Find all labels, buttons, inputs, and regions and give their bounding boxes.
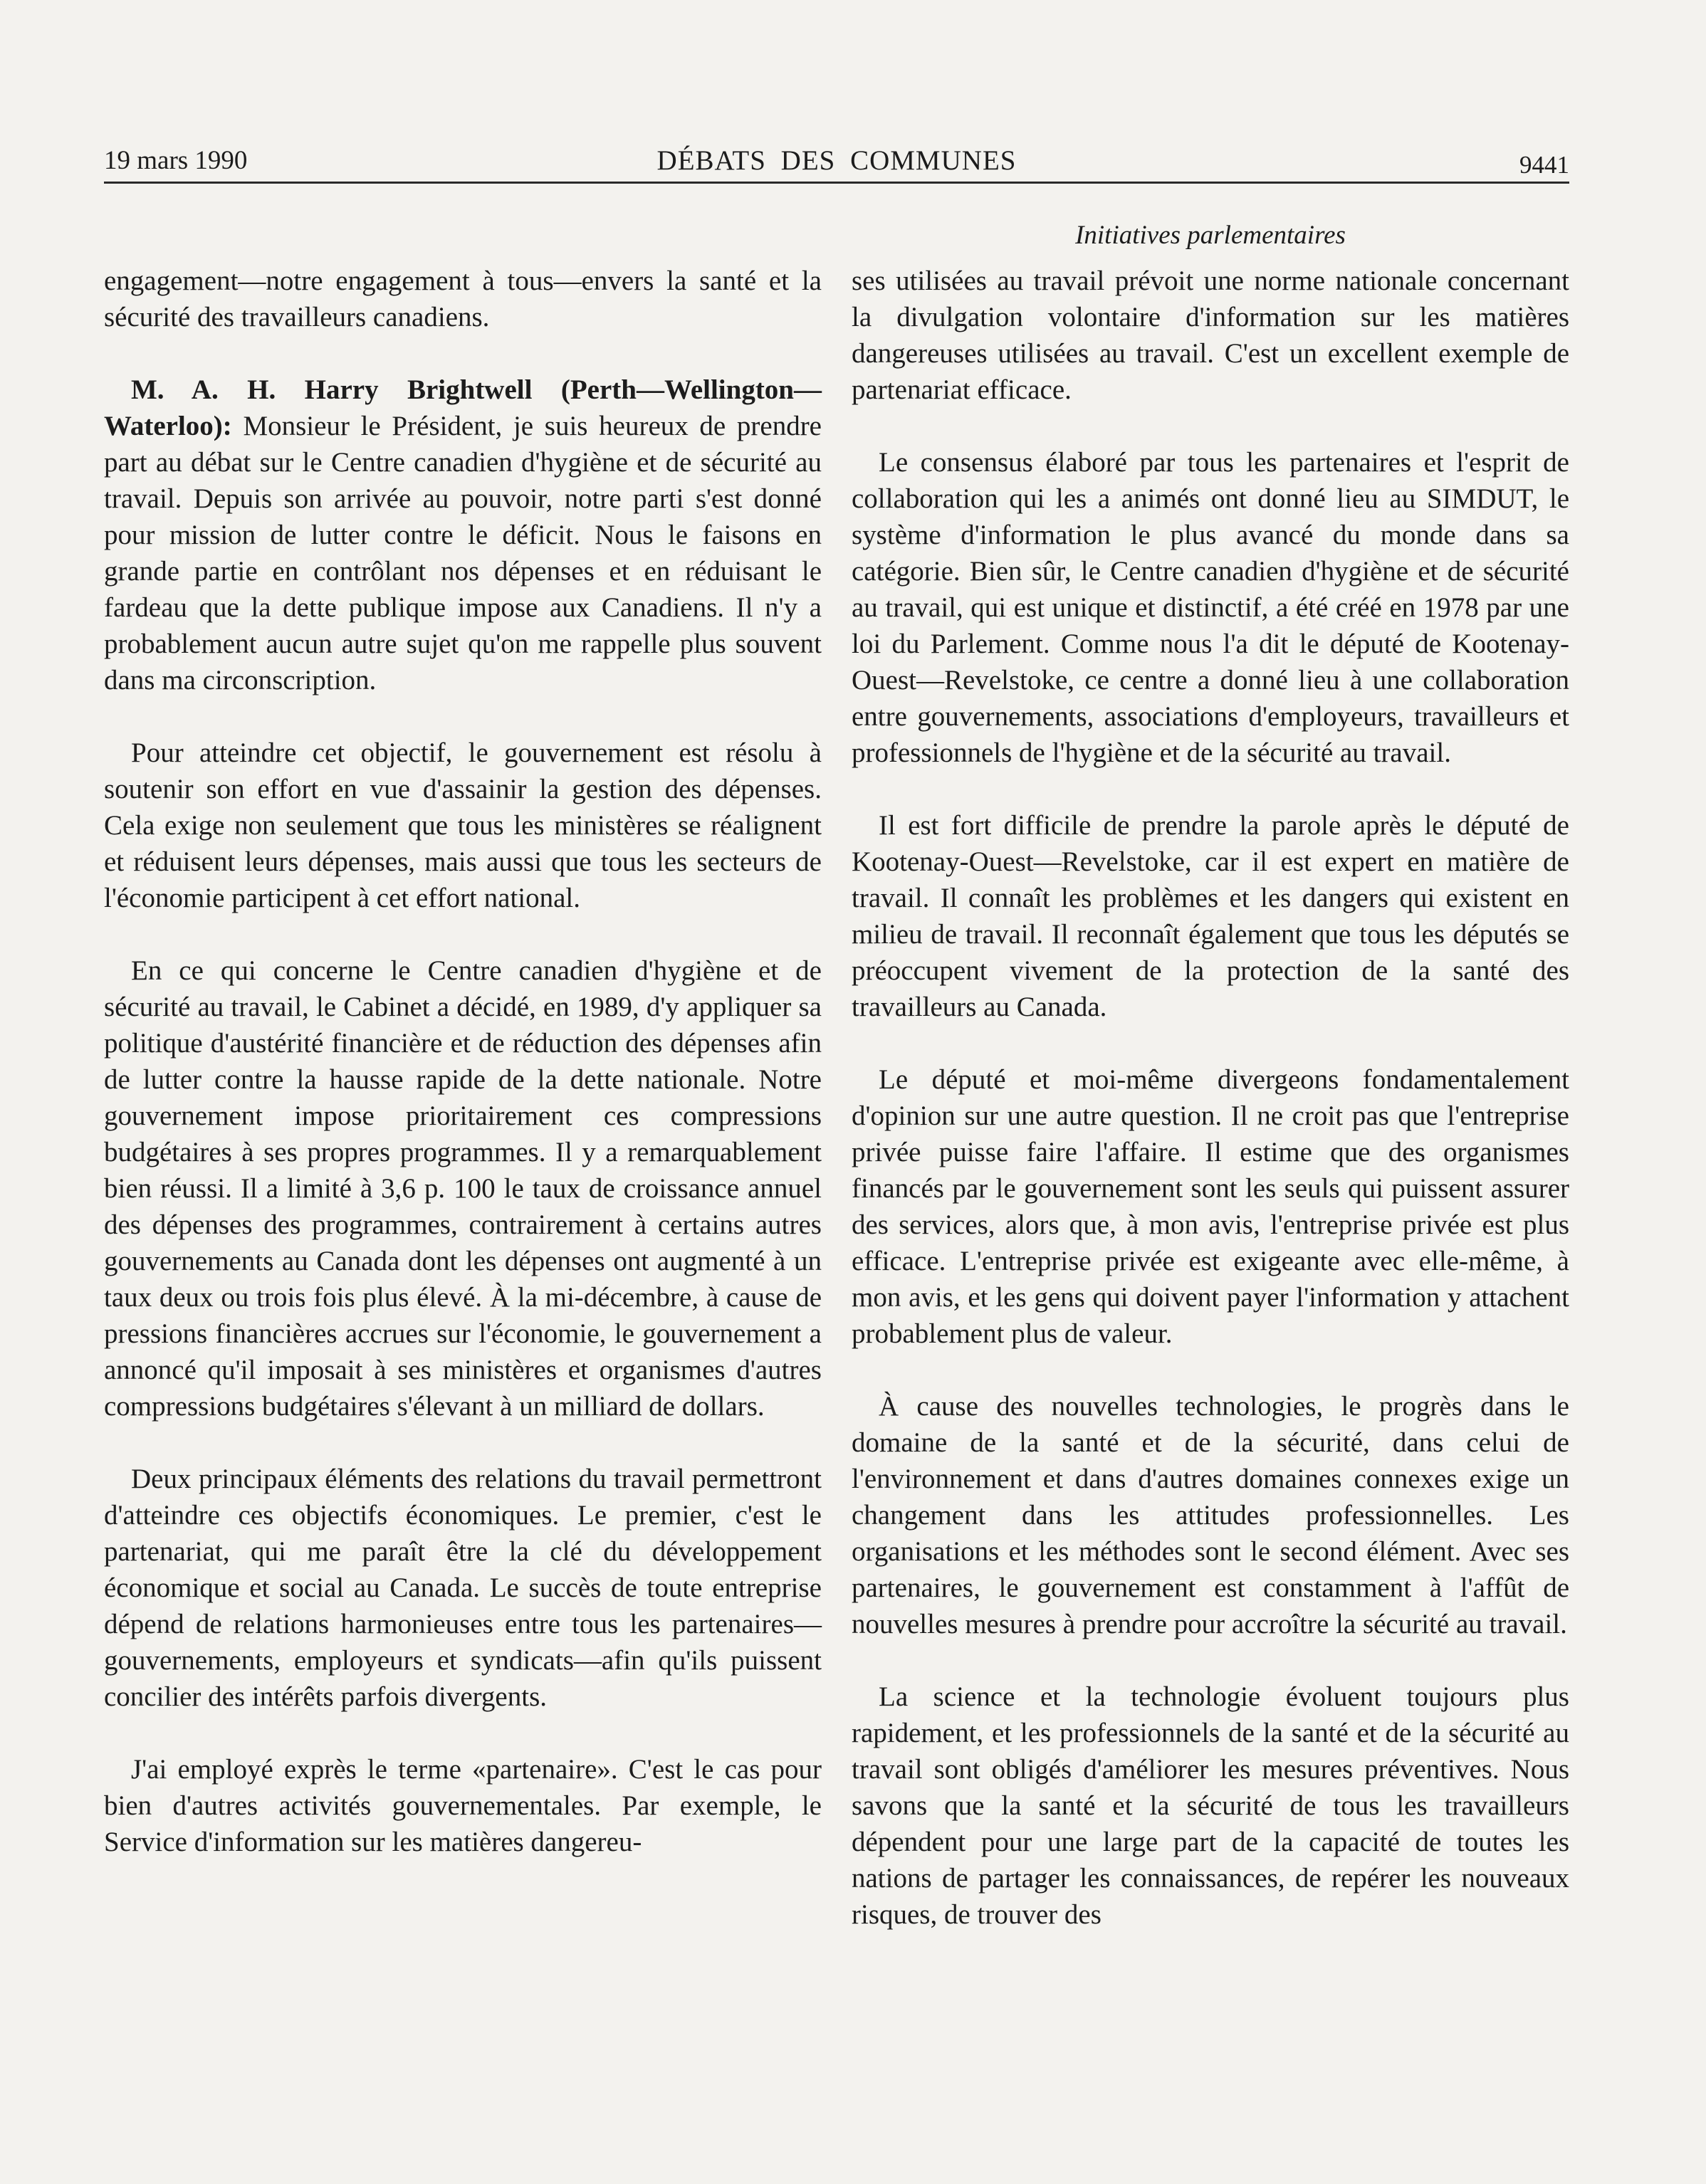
header-date: 19 mars 1990 [104,146,248,175]
section-label: Initiatives parlementaires [1075,221,1346,250]
paragraph: Le député et moi-même divergeons fondamentalement d'opinion sur une autre question. Il ne croit pas que l'entreprise privée puisse faire l'affaire. Il estime que des organismes financés par le gouvernement sont les seuls qui puissent assurer des services, alors que, à mon avis, l'entreprise privée est plus efficace. L'entreprise privée est exigeante avec elle-même, à mon avis, et les gens qui doivent payer l'information y attachent probablement plus de valeur. [852,1064,1569,1349]
paragraph: En ce qui concerne le Centre canadien d'hygiène et de sécurité au travail, le Cabinet a décidé, en 1989, d'y appliquer sa politique d'austérité financière et de réduction des dépenses afin de lutter contre la hausse rapide de la dette nationale. Notre gouvernement impose prioritairement ces compressions budgétaires à ses propres programmes. Il y a remarquablement bien réussi. Il a limité à 3,6 p. 100 le taux de croissance annuel des dépenses des programmes, contrairement à certains autres gouvernements au Canada dont les dépenses ont augmenté à un taux deux ou trois fois plus élevé. À la mi-décembre, à cause de pressions financières accrues sur l'économie, le gouvernement a annoncé qu'il imposait à ses ministères et organismes d'autres compressions budgétaires s'élevant à un milliard de dollars. [104,955,822,1422]
page-header [104,140,1569,182]
speaker-paragraph [104,372,822,698]
right-column [852,263,1569,1933]
paragraph: Il est fort difficile de prendre la parole après le député de Kootenay-Ouest—Revelstoke, car il est expert en matière de travail. Il connaît les problèmes et les dangers qui existent en milieu de travail. Il reconnaît également que tous les députés se préoccupent vivement de la protection de la santé des travailleurs au Canada. [852,810,1569,1022]
speech-text: Monsieur le Président, je suis heureux de prendre part au débat sur le Centre canadien d'hygiène et de sécurité au travail. Depuis son arrivée au pouvoir, notre parti s'est donné pour mission de lutter contre le déficit. Nous le faisons en grande partie en contrôlant nos dépenses et en réduisant le fardeau que la dette publique impose aux Canadiens. Il n'y a probablement aucun autre sujet qu'on me rappelle plus souvent dans ma circonscription. [104,411,822,695]
paragraph: Le consensus élaboré par tous les partenaires et l'esprit de collaboration qui les a animés ont donné lieu au SIMDUT, le système d'information le plus avancé du monde dans sa catégorie. Bien sûr, le Centre canadien d'hygiène et de sécurité au travail, qui est unique et distinctif, a été créé en 1978 par une loi du Parlement. Comme nous l'a dit le député de Kootenay-Ouest—Revelstoke, ce centre a donné lieu à une collaboration entre gouvernements, associations d'employeurs, travailleurs et professionnels de l'hygiène et de la sécurité au travail. [852,447,1569,768]
header-page-number: 9441 [1519,151,1569,179]
paragraph: ses utilisées au travail prévoit une norme nationale concernant la divulgation volontaire d'information sur les matières dangereuses utilisées au travail. C'est un excellent exemple de partenariat efficace. [852,266,1569,405]
speaker-name: M. A. H. Harry Brightwell (Perth—Wellington—Waterloo): [104,374,822,441]
header-rule [104,182,1569,184]
paragraph: La science et la technologie évoluent toujours plus rapidement, et les professionnels de la santé et de la sécurité au travail sont obligés d'améliorer les mesures préventives. Nous savons que la santé et la sécurité de tous les travailleurs dépendent pour une large part de la capacité de toutes les nations de partager les connaissances, de repérer les nouveaux risques, de trouver des [852,1681,1569,1930]
paragraph: engagement—notre engagement à tous—envers la santé et la sécurité des travailleurs canadiens. [104,266,822,332]
header-title: DÉBATS DES COMMUNES [656,145,1017,176]
paragraph: Pour atteindre cet objectif, le gouvernement est résolu à soutenir son effort en vue d'assainir la gestion des dépenses. Cela exige non seulement que tous les ministères se réalignent et réduisent leurs dépenses, mais aussi que tous les secteurs de l'économie participent à cet effort national. [104,737,822,913]
paragraph: À cause des nouvelles technologies, le progrès dans le domaine de la santé et de la sécurité, dans celui de l'environnement et dans d'autres domaines connexes exige un changement dans les attitudes professionnelles. Les organisations et les méthodes sont le second élément. Avec ses partenaires, le gouvernement est constamment à l'affût de nouvelles mesures à prendre pour accroître la sécurité au travail. [852,1391,1569,1639]
paragraph: Deux principaux éléments des relations du travail permettront d'atteindre ces objectifs économiques. Le premier, c'est le partenariat, qui me paraît être la clé du développement économique et social au Canada. Le succès de toute entreprise dépend de relations harmonieuses entre tous les partenaires—gouvernements, employeurs et syndicats—afin qu'ils puissent concilier des intérêts parfois divergents. [104,1464,822,1712]
paragraph: J'ai employé exprès le terme «partenaire». C'est le cas pour bien d'autres activités gouvernementales. Par exemple, le Service d'information sur les matières dangereu- [104,1754,822,1857]
left-column [104,263,822,1860]
